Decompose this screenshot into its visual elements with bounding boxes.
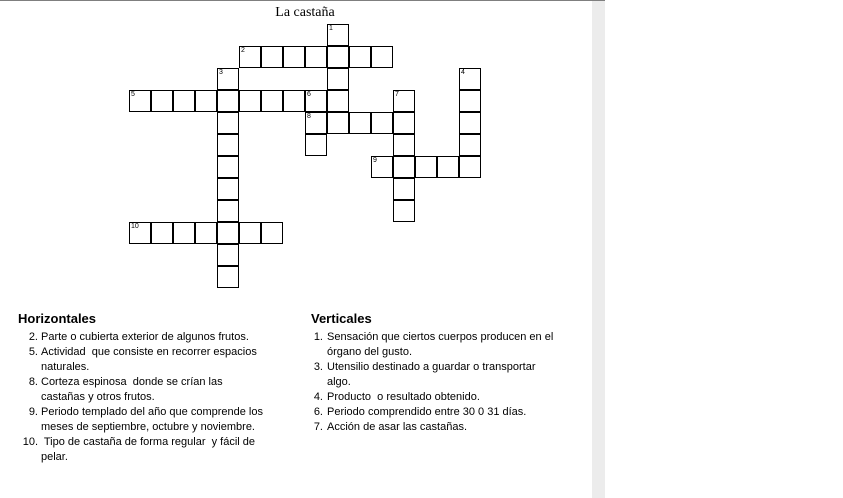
grid-cell[interactable]: [217, 134, 239, 156]
grid-cell[interactable]: [283, 46, 305, 68]
grid-cell[interactable]: [129, 90, 151, 112]
clue-text: algo.: [327, 376, 351, 388]
grid-cell[interactable]: [349, 112, 371, 134]
clue-number: 4.: [313, 391, 323, 403]
clue-text: pelar.: [41, 451, 68, 463]
cell-number: 3: [219, 69, 223, 76]
grid-cell[interactable]: [393, 112, 415, 134]
grid-cell[interactable]: [305, 134, 327, 156]
grid-cell[interactable]: [371, 112, 393, 134]
grid-cell[interactable]: [327, 90, 349, 112]
grid-cell[interactable]: [217, 112, 239, 134]
grid-cell[interactable]: [393, 178, 415, 200]
grid-cell[interactable]: [261, 222, 283, 244]
grid-cell[interactable]: [217, 222, 239, 244]
grid-cell[interactable]: [349, 46, 371, 68]
clue-text: naturales.: [41, 361, 90, 373]
grid-cell[interactable]: [173, 90, 195, 112]
grid-cell[interactable]: [239, 46, 261, 68]
clue-number: 1.: [313, 331, 323, 343]
clue-number: 3.: [313, 361, 323, 373]
clue-number: 7.: [313, 421, 323, 433]
clue-text: Utensilio destinado a guardar o transportar: [327, 361, 536, 373]
grid-cell[interactable]: [393, 134, 415, 156]
clue-text: Periodo comprendido entre 30 0 31 días.: [327, 406, 527, 418]
grid-cell[interactable]: [239, 222, 261, 244]
grid-cell[interactable]: [217, 266, 239, 288]
cell-number: 6: [307, 91, 311, 98]
cell-number: 10: [131, 223, 139, 230]
grid-cell[interactable]: [459, 156, 481, 178]
clue-text: castañas y otros frutos.: [41, 391, 155, 403]
clue-text: Acción de asar las castañas.: [327, 421, 468, 433]
grid-cell[interactable]: [437, 156, 459, 178]
verticales-heading: Verticales: [311, 311, 372, 326]
clue-number: 5.: [28, 346, 38, 358]
horizontales-heading: Horizontales: [18, 311, 97, 326]
grid-cell[interactable]: [261, 46, 283, 68]
clue-text: meses de septiembre, octubre y noviembre.: [41, 421, 255, 433]
cell-number: 2: [241, 47, 245, 54]
grid-cell[interactable]: [195, 90, 217, 112]
grid-cell[interactable]: [393, 90, 415, 112]
cell-number: 4: [461, 69, 465, 76]
grid-cell[interactable]: [217, 178, 239, 200]
grid-cell[interactable]: [261, 90, 283, 112]
grid-cell[interactable]: [371, 156, 393, 178]
grid-cell[interactable]: [327, 112, 349, 134]
grid-cell[interactable]: [217, 156, 239, 178]
cell-number: 8: [307, 113, 311, 120]
grid-cell[interactable]: [173, 222, 195, 244]
grid-cell[interactable]: [217, 90, 239, 112]
grid-cell[interactable]: [195, 222, 217, 244]
cell-number: 7: [395, 91, 399, 98]
grid-cell[interactable]: [239, 90, 261, 112]
page-title: La castaña: [275, 5, 335, 20]
grid-cell[interactable]: [305, 112, 327, 134]
grid-cell[interactable]: [151, 222, 173, 244]
clue-text: Actividad que consiste en recorrer espacios: [41, 346, 257, 358]
grid-cell[interactable]: [217, 68, 239, 90]
cell-number: 9: [373, 157, 377, 164]
clue-number: 2.: [28, 331, 38, 343]
grid-cell[interactable]: [371, 46, 393, 68]
grid-cell[interactable]: [459, 112, 481, 134]
grid-cell[interactable]: [151, 90, 173, 112]
grid-cell[interactable]: [327, 24, 349, 46]
grid-cell[interactable]: [459, 90, 481, 112]
grid-cell[interactable]: [327, 46, 349, 68]
grid-cell[interactable]: [459, 134, 481, 156]
grid-cell[interactable]: [305, 46, 327, 68]
clue-text: Sensación que ciertos cuerpos producen en el: [327, 331, 554, 343]
grid-cell[interactable]: [305, 90, 327, 112]
grid-cell[interactable]: [217, 244, 239, 266]
grid-cell[interactable]: [415, 156, 437, 178]
clue-text: Corteza espinosa donde se crían las: [41, 376, 223, 388]
clue-text: Tipo de castaña de forma regular y fácil de: [41, 436, 256, 448]
grid-cell[interactable]: [393, 156, 415, 178]
clue-text: Parte o cubierta exterior de algunos frutos.: [41, 331, 249, 343]
clue-text: Periodo templado del año que comprende los: [41, 406, 263, 418]
crossword-grid: [0, 0, 600, 300]
grid-cell[interactable]: [459, 68, 481, 90]
clue-number: 10.: [22, 436, 38, 448]
grid-cell[interactable]: [217, 200, 239, 222]
clue-number: 8.: [28, 376, 38, 388]
clue-text: Producto o resultado obtenido.: [327, 391, 480, 403]
grid-cell[interactable]: [283, 90, 305, 112]
grid-cell[interactable]: [327, 68, 349, 90]
clue-number: 6.: [313, 406, 323, 418]
clue-number: 9.: [28, 406, 38, 418]
clue-text: órgano del gusto.: [327, 346, 413, 358]
cell-number: 5: [131, 91, 135, 98]
grid-cell[interactable]: [393, 200, 415, 222]
cell-number: 1: [329, 25, 333, 32]
grid-cell[interactable]: [129, 222, 151, 244]
